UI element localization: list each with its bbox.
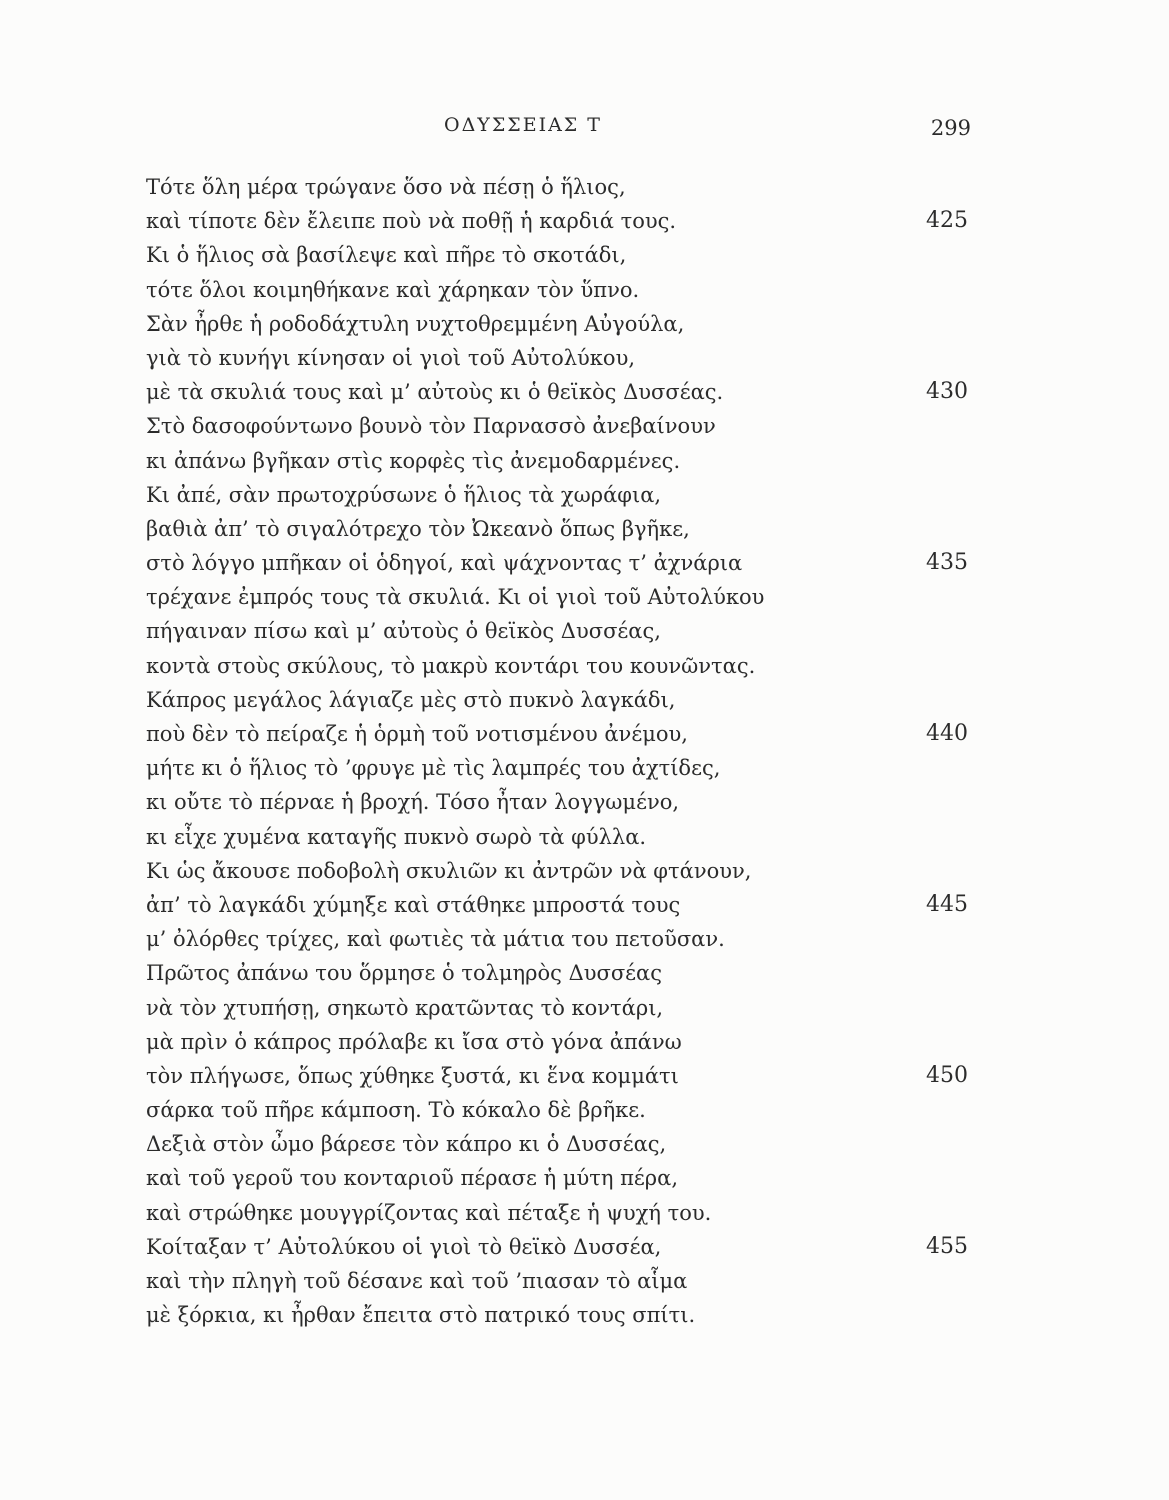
verse-text: καὶ στρώθηκε μουγγρίζοντας καὶ πέταξε ἡ ψυχή του. bbox=[146, 1200, 712, 1225]
verse-line bbox=[146, 1196, 976, 1230]
verse-text: Δεξιὰ στὸν ὦμο βάρεσε τὸν κάπρο κι ὁ Δυσσέας, bbox=[146, 1132, 667, 1157]
verse-line bbox=[146, 273, 976, 307]
verse-text: μὲ τὰ σκυλιά τους καὶ μ’ αὐτοὺς κι ὁ θεϊκὸς Δυσσέας. bbox=[146, 380, 724, 405]
verse-line bbox=[146, 614, 976, 648]
verse-text: μήτε κι ὁ ἥλιος τὸ ’φρυγε μὲ τὶς λαμπρές του ἀχτίδες, bbox=[146, 756, 721, 781]
running-head bbox=[0, 114, 1169, 148]
line-number: 425 bbox=[926, 208, 968, 234]
verse-line bbox=[146, 1093, 976, 1127]
verse-line bbox=[146, 922, 976, 956]
line-number: 435 bbox=[926, 550, 968, 576]
verse-text: κι εἶχε χυμένα καταγῆς πυκνὸ σωρὸ τὰ φύλλα. bbox=[146, 824, 647, 849]
verse-text: σάρκα τοῦ πῆρε κάμποση. Τὸ κόκαλο δὲ βρῆκε. bbox=[146, 1098, 646, 1123]
verse-text: καὶ τίποτε δὲν ἔλειπε ποὺ νὰ ποθῇ ἡ καρδιά τους. bbox=[146, 209, 677, 234]
verse-line bbox=[146, 956, 976, 990]
verse-text: κι ἀπάνω βγῆκαν στὶς κορφὲς τὶς ἀνεμοδαρμένες. bbox=[146, 448, 681, 473]
line-number: 450 bbox=[926, 1062, 968, 1088]
verse-line bbox=[146, 444, 976, 478]
verse-text: μὲ ξόρκια, κι ἦρθαν ἔπειτα στὸ πατρικό τους σπίτι. bbox=[146, 1303, 696, 1328]
verse-line bbox=[146, 785, 976, 819]
verse-text: ἀπ’ τὸ λαγκάδι χύμηξε καὶ στάθηκε μπροστά τους bbox=[146, 892, 681, 917]
verse-text: Κοίταξαν τ’ Αὐτολύκου οἱ γιοὶ τὸ θεϊκὸ Δυσσέα, bbox=[146, 1234, 662, 1259]
line-number: 430 bbox=[926, 379, 968, 405]
verse-block bbox=[146, 170, 976, 1332]
verse-text: κοντὰ στοὺς σκύλους, τὸ μακρὺ κοντάρι του κουνῶντας. bbox=[146, 653, 756, 678]
verse-line bbox=[146, 204, 976, 238]
verse-line bbox=[146, 546, 976, 580]
verse-line bbox=[146, 888, 976, 922]
verse-line bbox=[146, 1127, 976, 1161]
verse-line bbox=[146, 307, 976, 341]
verse-line bbox=[146, 751, 976, 785]
verse-text: μὰ πρὶν ὁ κάπρος πρόλαβε κι ἴσα στὸ γόνα ἀπάνω bbox=[146, 1029, 682, 1054]
verse-text: Κι ὁ ἥλιος σὰ βασίλεψε καὶ πῆρε τὸ σκοτάδι, bbox=[146, 243, 627, 268]
verse-line bbox=[146, 717, 976, 751]
verse-line bbox=[146, 1059, 976, 1093]
verse-line bbox=[146, 820, 976, 854]
page-number: 299 bbox=[930, 116, 971, 140]
verse-text: βαθιὰ ἀπ’ τὸ σιγαλότρεχο τὸν Ὠκεανὸ ὅπως βγῆκε, bbox=[146, 516, 690, 541]
verse-line bbox=[146, 478, 976, 512]
verse-line bbox=[146, 649, 976, 683]
verse-line bbox=[146, 683, 976, 717]
verse-line bbox=[146, 1230, 976, 1264]
verse-text: ποὺ δὲν τὸ πείραζε ἡ ὁρμὴ τοῦ νοτισμένου ἀνέμου, bbox=[146, 722, 688, 746]
verse-line bbox=[146, 854, 976, 888]
running-title: ΟΔΥΣΣΕΙΑΣ Τ bbox=[444, 114, 602, 136]
verse-text: Πρῶτος ἀπάνω του ὅρμησε ὁ τολμηρὸς Δυσσέας bbox=[146, 961, 662, 986]
verse-line bbox=[146, 238, 976, 272]
verse-text: καὶ τὴν πληγὴ τοῦ δέσανε καὶ τοῦ ’πιασαν τὸ αἷμα bbox=[146, 1269, 688, 1293]
verse-text: πήγαιναν πίσω καὶ μ’ αὐτοὺς ὁ θεϊκὸς Δυσσέας, bbox=[146, 619, 661, 644]
verse-text: Κι ἀπέ, σὰν πρωτοχρύσωνε ὁ ἥλιος τὰ χωράφια, bbox=[146, 482, 662, 507]
verse-line bbox=[146, 1264, 976, 1298]
verse-line bbox=[146, 1025, 976, 1059]
verse-line bbox=[146, 409, 976, 443]
verse-text: γιὰ τὸ κυνήγι κίνησαν οἱ γιοὶ τοῦ Αὐτολύκου, bbox=[146, 345, 636, 370]
verse-line bbox=[146, 375, 976, 409]
verse-text: κι οὔτε τὸ πέρναε ἡ βροχή. Τόσο ἦταν λογγωμένο, bbox=[146, 790, 680, 815]
verse-text: Σὰν ἦρθε ἡ ροδοδάχτυλη νυχτοθρεμμένη Αὐγούλα, bbox=[146, 311, 685, 336]
verse-line bbox=[146, 580, 976, 614]
verse-line bbox=[146, 512, 976, 546]
verse-text: τρέχανε ἐμπρός τους τὰ σκυλιά. Κι οἱ γιοὶ τοῦ Αὐτολύκου bbox=[146, 585, 765, 610]
verse-text: Στὸ δασοφούντωνο βουνὸ τὸν Παρνασσὸ ἀνεβαίνουν bbox=[146, 414, 716, 439]
verse-text: μ’ ὀλόρθες τρίχες, καὶ φωτιὲς τὰ μάτια του πετοῦσαν. bbox=[146, 927, 725, 952]
line-number: 455 bbox=[926, 1233, 968, 1259]
verse-text: Τότε ὅλη μέρα τρώγανε ὅσο νὰ πέσῃ ὁ ἥλιος, bbox=[146, 175, 626, 199]
verse-text: Κι ὡς ἄκουσε ποδοβολὴ σκυλιῶν κι ἀντρῶν νὰ φτάνουν, bbox=[146, 858, 752, 883]
line-number: 445 bbox=[926, 891, 968, 917]
verse-text: στὸ λόγγο μπῆκαν οἱ ὁδηγοί, καὶ ψάχνοντας τ’ ἀχνάρια bbox=[146, 551, 743, 576]
verse-text: τὸν πλήγωσε, ὅπως χύθηκε ξυστά, κι ἕνα κομμάτι bbox=[146, 1063, 679, 1088]
verse-line bbox=[146, 341, 976, 375]
line-number: 440 bbox=[926, 721, 968, 746]
verse-line bbox=[146, 170, 976, 204]
verse-text: τότε ὅλοι κοιμηθήκανε καὶ χάρηκαν τὸν ὕπνο. bbox=[146, 277, 640, 302]
verse-line bbox=[146, 1298, 976, 1332]
verse-text: νὰ τὸν χτυπήσῃ, σηκωτὸ κρατῶντας τὸ κοντάρι, bbox=[146, 995, 664, 1020]
verse-line bbox=[146, 1161, 976, 1195]
verse-text: Κάπρος μεγάλος λάγιαζε μὲς στὸ πυκνὸ λαγκάδι, bbox=[146, 687, 676, 712]
verse-line bbox=[146, 991, 976, 1025]
verse-text: καὶ τοῦ γεροῦ του κονταριοῦ πέρασε ἡ μύτη πέρα, bbox=[146, 1166, 679, 1191]
